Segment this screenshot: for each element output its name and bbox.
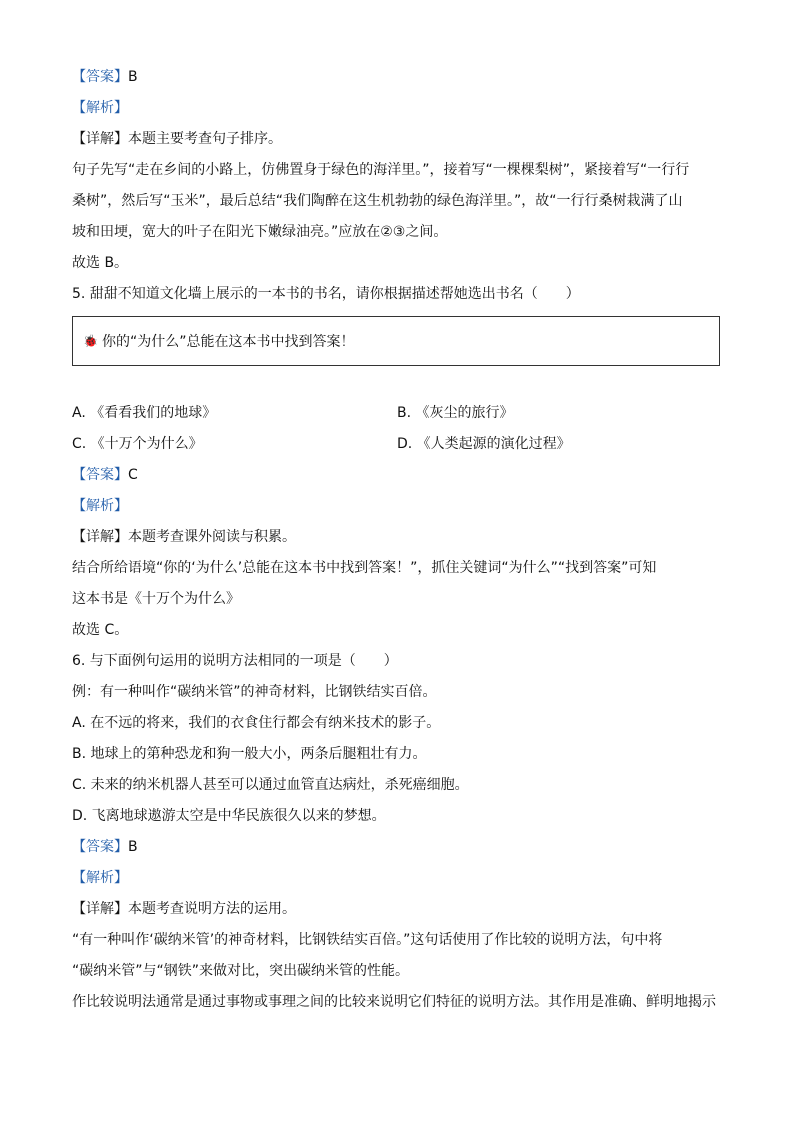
option-a: A. 在不远的将来，我们的衣食住行都会有纳米技术的影子。	[72, 715, 441, 731]
paragraph-line: “有一种叫作‘碳纳米管’的神奇材料，比钢铁结实百倍。”这句话使用了作比较的说明方法，句中将	[72, 932, 663, 948]
option-d: D. 飞离地球遨游太空是中华民族很久以来的梦想。	[72, 808, 386, 824]
option-a: A. 《看看我们的地球》	[72, 405, 217, 421]
answer-line	[72, 460, 724, 491]
option-b: B. 地球上的第种恐龙和狗一般大小，两条后腿粗壮有力。	[72, 746, 427, 762]
detail-line	[72, 522, 724, 553]
quote-box	[72, 316, 720, 366]
answer-label: 【答案】	[72, 69, 128, 85]
analysis-label: 【解析】	[72, 498, 128, 514]
detail-line	[72, 124, 724, 155]
paragraph-line: 坡和田埂，宽大的叶子在阳光下嫩绿油亮。”应放在②③之间。	[72, 224, 448, 240]
option-b: B. 《灰尘的旅行》	[397, 405, 514, 421]
answer-label: 【答案】	[72, 467, 128, 483]
analysis-label: 【解析】	[72, 100, 128, 116]
question-5: 5. 甜甜不知道文化墙上展示的一本书的书名，请你根据描述帮她选出书名（ ）	[72, 286, 580, 302]
paragraph-line: 这本书是《十万个为什么》	[72, 591, 240, 607]
analysis-label: 【解析】	[72, 870, 128, 886]
answer-value: B	[128, 839, 138, 855]
paragraph-line: 桑树”，然后写“玉米”，最后总结“我们陶醉在这生机勃勃的绿色海洋里。”，故“一行行桑树栽满了山	[72, 193, 683, 209]
answer-label: 【答案】	[72, 839, 128, 855]
detail-text: 本题考查说明方法的运用。	[128, 901, 296, 917]
answer-value: C	[128, 467, 138, 483]
detail-label: 【详解】	[72, 529, 128, 545]
option-c: C. 《十万个为什么》	[72, 436, 203, 452]
example-sentence: 例：有一种叫作“碳纳米管”的神奇材料，比钢铁结实百倍。	[72, 684, 437, 700]
detail-label: 【详解】	[72, 131, 128, 147]
question-6: 6. 与下面例句运用的说明方法相同的一项是（ ）	[72, 653, 398, 669]
options-row	[72, 398, 724, 429]
quote-text: 你的“为什么”总能在这本书中找到答案！	[101, 334, 355, 350]
document-page	[72, 62, 724, 1018]
detail-text: 本题主要考查句子排序。	[128, 131, 282, 147]
option-d: D. 《人类起源的演化过程》	[397, 436, 571, 452]
paragraph-line: 结合所给语境“你的‘为什么’总能在这本书中找到答案！”，抓住关键词“为什么”“找到答案”可知	[72, 560, 657, 576]
answer-value: B	[128, 69, 138, 85]
option-c: C. 未来的纳米机器人甚至可以通过血管直达病灶，杀死癌细胞。	[72, 777, 469, 793]
detail-text: 本题考查课外阅读与积累。	[128, 529, 296, 545]
answer-line	[72, 832, 724, 863]
paragraph-line: 作比较说明法通常是通过事物或事理之间的比较来说明它们特征的说明方法。其作用是准确、鲜明地揭示	[72, 994, 716, 1010]
detail-line	[72, 894, 724, 925]
answer-line	[72, 62, 724, 93]
paragraph-line: “碳纳米管”与“钢铁”来做对比，突出碳纳米管的性能。	[72, 963, 410, 979]
bug-icon: 🐞	[83, 334, 98, 348]
conclusion: 故选 C。	[72, 622, 129, 638]
paragraph-line: 句子先写“走在乡间的小路上，仿佛置身于绿色的海洋里。”，接着写“一棵棵梨树”，紧接着写“一行行	[72, 162, 690, 178]
detail-label: 【详解】	[72, 901, 128, 917]
options-row	[72, 429, 724, 460]
conclusion: 故选 B。	[72, 255, 129, 271]
